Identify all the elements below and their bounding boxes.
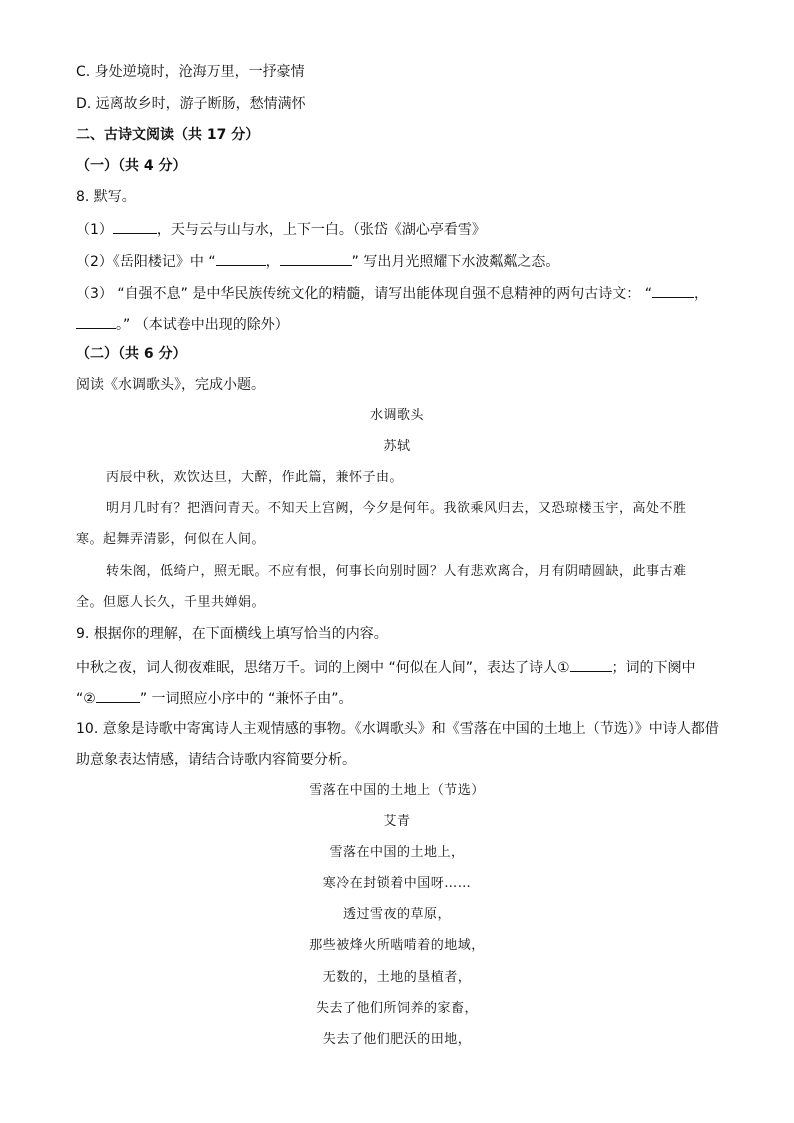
- part-two-heading: （二）（共 6 分）: [76, 346, 187, 362]
- answer-blank[interactable]: [113, 218, 157, 234]
- item-2-separator: ，: [265, 254, 280, 270]
- question-9-line-2: [76, 687, 352, 709]
- item-1-prefix: （1）: [76, 222, 113, 238]
- item-1-suffix: ，天与云与山与水，上下一白。（张岱《湖心亭看雪》: [156, 222, 486, 238]
- poem-preface: 丙辰中秋，欢饮达旦，大醉，作此篇，兼怀子由。: [106, 470, 404, 485]
- poem-stanza-2-line-2: 全。但愿人长久，千里共婵娟。: [76, 595, 266, 610]
- item-3-prefix: （3） “自强不息” 是中华民族传统文化的精髓，请写出能体现自强不息精神的两句古诗文： “: [76, 286, 653, 302]
- poem-2-line: 失去了他们所饲养的家畜，: [315, 1001, 478, 1016]
- q9-line-1-prefix: 中秋之夜，词人彻夜难眠，思绪万千。词的上阕中 “何似在人间”，表达了诗人①: [76, 660, 570, 676]
- item-2-suffix: ” 写出月光照耀下水波粼粼之态。: [351, 254, 560, 270]
- question-8-item-1: [76, 218, 486, 240]
- answer-blank[interactable]: [216, 250, 266, 266]
- poem-2-line: 失去了他们肥沃的田地，: [322, 1032, 472, 1047]
- poem-stanza-1-line-2: 寒。起舞弄清影，何似在人间。: [76, 532, 266, 547]
- option-d: D. 远离故乡时，游子断肠，愁情满怀: [76, 96, 306, 112]
- q9-line-2-suffix: ” 一词照应小序中的 “兼怀子由”。: [139, 691, 353, 707]
- part-one-heading: （一）（共 4 分）: [76, 158, 187, 174]
- section-title: 二、古诗文阅读（共 17 分）: [76, 127, 260, 143]
- item-3-suffix: 。” （本试卷中出现的除外）: [116, 317, 289, 333]
- question-10-line-2: 助意象表达情感，请结合诗歌内容简要分析。: [76, 752, 356, 768]
- question-8-item-3-line-2: [76, 313, 289, 335]
- question-8-item-3-line-1: [76, 282, 708, 304]
- answer-blank[interactable]: [280, 250, 352, 266]
- question-8-stem: 8. 默写。: [76, 189, 136, 205]
- item-2-prefix: （2）《岳阳楼记》中 “: [76, 254, 216, 270]
- q9-line-2-prefix: “②: [76, 691, 96, 707]
- answer-blank[interactable]: [652, 282, 694, 298]
- poem-2-line: 透过雪夜的草原，: [342, 907, 451, 922]
- poem-author: 苏轼: [383, 439, 411, 454]
- answer-blank[interactable]: [76, 313, 116, 329]
- answer-blank[interactable]: [96, 687, 140, 703]
- answer-blank[interactable]: [570, 656, 612, 672]
- poem-stanza-1-line-1: 明月几时有？把酒问青天。不知天上宫阙，今夕是何年。我欲乘风归去，又恐琼楼玉宇，高处不胜: [106, 501, 687, 516]
- poem-2-title: 雪落在中国的土地上（节选）: [309, 783, 485, 798]
- poem-stanza-2-line-1: 转朱阁，低绮户，照无眠。不应有恨，何事长向别时圆？人有悲欢离合，月有阴晴圆缺，此事古难: [106, 564, 687, 579]
- poem-2-line: 寒冷在封锁着中国呀……: [322, 876, 472, 891]
- poem-2-line: 那些被烽火所啮啃着的地域，: [309, 938, 485, 953]
- question-9-line-1: [76, 656, 696, 678]
- poem-2-line: 雪落在中国的土地上，: [329, 845, 465, 860]
- question-9-stem: 9. 根据你的理解，在下面横线上填写恰当的内容。: [76, 626, 388, 642]
- question-10-line-1: 10. 意象是诗歌中寄寓诗人主观情感的事物。《水调歌头》和《雪落在中国的土地上（节选）》中诗人都借: [76, 721, 719, 737]
- poem-2-line: 无数的，土地的垦植者，: [322, 970, 472, 985]
- poem-2-author: 艾青: [383, 814, 411, 829]
- option-c: C. 身处逆境时，沧海万里，一抒豪情: [76, 64, 305, 80]
- reading-instruction: 阅读《水调歌头》，完成小题。: [76, 377, 265, 393]
- question-8-item-2: [76, 250, 559, 272]
- item-3-comma: ，: [694, 286, 709, 302]
- poem-title: 水调歌头: [369, 408, 424, 423]
- q9-line-1-suffix: ；词的下阕中: [611, 660, 696, 676]
